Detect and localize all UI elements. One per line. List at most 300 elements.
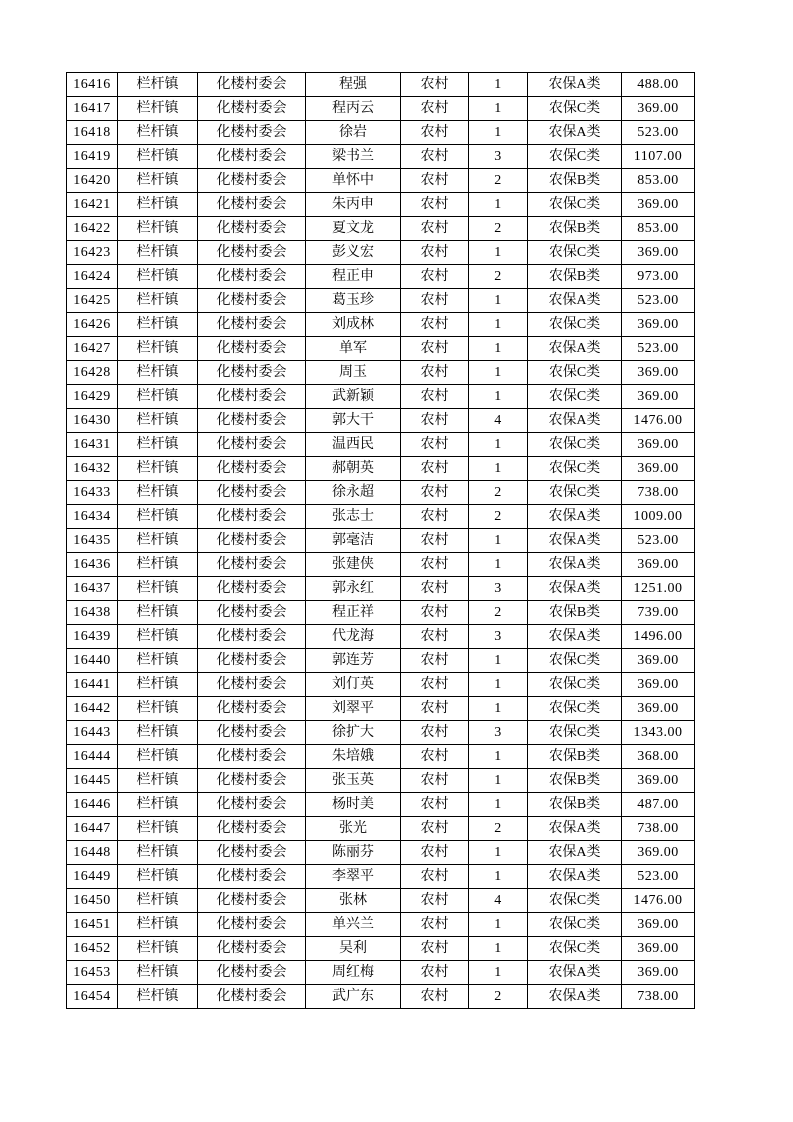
cell-record-number: 16432 xyxy=(67,457,118,481)
cell-person-count: 1 xyxy=(469,841,528,865)
cell-person-name: 徐岩 xyxy=(306,121,401,145)
cell-town-name: 栏杆镇 xyxy=(118,649,198,673)
cell-residence-type: 农村 xyxy=(401,985,469,1009)
cell-amount: 523.00 xyxy=(622,337,695,361)
cell-record-number: 16417 xyxy=(67,97,118,121)
cell-record-number: 16440 xyxy=(67,649,118,673)
table-row xyxy=(67,673,695,697)
cell-residence-type: 农村 xyxy=(401,577,469,601)
cell-person-count: 4 xyxy=(469,409,528,433)
cell-insurance-category: 农保A类 xyxy=(528,553,622,577)
cell-residence-type: 农村 xyxy=(401,625,469,649)
cell-village-committee: 化楼村委会 xyxy=(198,817,306,841)
cell-record-number: 16442 xyxy=(67,697,118,721)
cell-village-committee: 化楼村委会 xyxy=(198,145,306,169)
cell-village-committee: 化楼村委会 xyxy=(198,721,306,745)
cell-person-name: 葛玉珍 xyxy=(306,289,401,313)
cell-person-count: 1 xyxy=(469,289,528,313)
cell-person-name: 程正申 xyxy=(306,265,401,289)
cell-amount: 1107.00 xyxy=(622,145,695,169)
cell-person-count: 1 xyxy=(469,385,528,409)
cell-person-name: 张林 xyxy=(306,889,401,913)
cell-person-count: 1 xyxy=(469,97,528,121)
table-row xyxy=(67,865,695,889)
cell-residence-type: 农村 xyxy=(401,121,469,145)
cell-person-name: 郭连芳 xyxy=(306,649,401,673)
cell-person-name: 朱培娥 xyxy=(306,745,401,769)
cell-town-name: 栏杆镇 xyxy=(118,289,198,313)
cell-insurance-category: 农保A类 xyxy=(528,73,622,97)
cell-town-name: 栏杆镇 xyxy=(118,265,198,289)
cell-person-count: 1 xyxy=(469,553,528,577)
cell-residence-type: 农村 xyxy=(401,193,469,217)
table-row xyxy=(67,481,695,505)
table-row xyxy=(67,841,695,865)
cell-village-committee: 化楼村委会 xyxy=(198,313,306,337)
cell-amount: 369.00 xyxy=(622,313,695,337)
cell-person-count: 1 xyxy=(469,937,528,961)
cell-record-number: 16420 xyxy=(67,169,118,193)
cell-person-count: 2 xyxy=(469,601,528,625)
cell-amount: 738.00 xyxy=(622,985,695,1009)
cell-amount: 523.00 xyxy=(622,529,695,553)
cell-village-committee: 化楼村委会 xyxy=(198,601,306,625)
cell-amount: 369.00 xyxy=(622,553,695,577)
cell-record-number: 16445 xyxy=(67,769,118,793)
cell-insurance-category: 农保C类 xyxy=(528,937,622,961)
table-row xyxy=(67,913,695,937)
cell-record-number: 16435 xyxy=(67,529,118,553)
table-row xyxy=(67,985,695,1009)
cell-amount: 369.00 xyxy=(622,385,695,409)
cell-person-count: 1 xyxy=(469,73,528,97)
cell-person-count: 1 xyxy=(469,361,528,385)
cell-residence-type: 农村 xyxy=(401,673,469,697)
table-row xyxy=(67,385,695,409)
cell-person-count: 2 xyxy=(469,481,528,505)
cell-record-number: 16439 xyxy=(67,625,118,649)
cell-amount: 738.00 xyxy=(622,817,695,841)
cell-amount: 1496.00 xyxy=(622,625,695,649)
cell-residence-type: 农村 xyxy=(401,97,469,121)
cell-person-name: 周玉 xyxy=(306,361,401,385)
cell-village-committee: 化楼村委会 xyxy=(198,841,306,865)
cell-insurance-category: 农保A类 xyxy=(528,577,622,601)
cell-village-committee: 化楼村委会 xyxy=(198,121,306,145)
cell-person-count: 2 xyxy=(469,217,528,241)
cell-residence-type: 农村 xyxy=(401,649,469,673)
cell-person-name: 张志士 xyxy=(306,505,401,529)
cell-person-name: 彭义宏 xyxy=(306,241,401,265)
table-row xyxy=(67,721,695,745)
cell-insurance-category: 农保A类 xyxy=(528,865,622,889)
cell-person-name: 李翠平 xyxy=(306,865,401,889)
cell-amount: 738.00 xyxy=(622,481,695,505)
cell-record-number: 16436 xyxy=(67,553,118,577)
cell-village-committee: 化楼村委会 xyxy=(198,793,306,817)
cell-person-count: 1 xyxy=(469,337,528,361)
cell-residence-type: 农村 xyxy=(401,481,469,505)
cell-record-number: 16449 xyxy=(67,865,118,889)
cell-record-number: 16419 xyxy=(67,145,118,169)
cell-record-number: 16425 xyxy=(67,289,118,313)
cell-town-name: 栏杆镇 xyxy=(118,529,198,553)
cell-insurance-category: 农保B类 xyxy=(528,769,622,793)
cell-record-number: 16433 xyxy=(67,481,118,505)
cell-person-name: 武广东 xyxy=(306,985,401,1009)
cell-record-number: 16422 xyxy=(67,217,118,241)
cell-amount: 488.00 xyxy=(622,73,695,97)
cell-village-committee: 化楼村委会 xyxy=(198,241,306,265)
cell-insurance-category: 农保A类 xyxy=(528,817,622,841)
cell-residence-type: 农村 xyxy=(401,601,469,625)
cell-residence-type: 农村 xyxy=(401,505,469,529)
cell-village-committee: 化楼村委会 xyxy=(198,937,306,961)
cell-village-committee: 化楼村委会 xyxy=(198,481,306,505)
cell-residence-type: 农村 xyxy=(401,337,469,361)
cell-town-name: 栏杆镇 xyxy=(118,601,198,625)
table-row xyxy=(67,433,695,457)
cell-town-name: 栏杆镇 xyxy=(118,889,198,913)
cell-insurance-category: 农保A类 xyxy=(528,121,622,145)
cell-insurance-category: 农保C类 xyxy=(528,697,622,721)
cell-town-name: 栏杆镇 xyxy=(118,361,198,385)
cell-record-number: 16454 xyxy=(67,985,118,1009)
cell-village-committee: 化楼村委会 xyxy=(198,553,306,577)
cell-insurance-category: 农保C类 xyxy=(528,913,622,937)
cell-person-name: 周红梅 xyxy=(306,961,401,985)
cell-person-name: 郭毫洁 xyxy=(306,529,401,553)
cell-person-count: 2 xyxy=(469,169,528,193)
cell-town-name: 栏杆镇 xyxy=(118,313,198,337)
cell-amount: 523.00 xyxy=(622,121,695,145)
cell-town-name: 栏杆镇 xyxy=(118,841,198,865)
cell-person-count: 1 xyxy=(469,865,528,889)
table-row xyxy=(67,697,695,721)
cell-residence-type: 农村 xyxy=(401,913,469,937)
cell-town-name: 栏杆镇 xyxy=(118,793,198,817)
cell-amount: 369.00 xyxy=(622,241,695,265)
table-row xyxy=(67,961,695,985)
cell-insurance-category: 农保C类 xyxy=(528,97,622,121)
cell-amount: 487.00 xyxy=(622,793,695,817)
cell-person-count: 1 xyxy=(469,457,528,481)
cell-person-count: 1 xyxy=(469,793,528,817)
cell-amount: 1343.00 xyxy=(622,721,695,745)
cell-person-name: 夏文龙 xyxy=(306,217,401,241)
cell-person-count: 1 xyxy=(469,745,528,769)
cell-insurance-category: 农保C类 xyxy=(528,481,622,505)
cell-amount: 1476.00 xyxy=(622,409,695,433)
cell-record-number: 16447 xyxy=(67,817,118,841)
cell-person-name: 程正祥 xyxy=(306,601,401,625)
cell-residence-type: 农村 xyxy=(401,553,469,577)
cell-person-name: 朱丙申 xyxy=(306,193,401,217)
table-row xyxy=(67,73,695,97)
cell-village-committee: 化楼村委会 xyxy=(198,505,306,529)
cell-person-name: 代龙海 xyxy=(306,625,401,649)
table-row xyxy=(67,169,695,193)
cell-insurance-category: 农保B类 xyxy=(528,217,622,241)
cell-person-name: 杨时美 xyxy=(306,793,401,817)
cell-record-number: 16429 xyxy=(67,385,118,409)
cell-person-count: 3 xyxy=(469,625,528,649)
cell-record-number: 16452 xyxy=(67,937,118,961)
cell-person-name: 刘仃英 xyxy=(306,673,401,697)
table-row xyxy=(67,217,695,241)
cell-town-name: 栏杆镇 xyxy=(118,961,198,985)
cell-record-number: 16443 xyxy=(67,721,118,745)
cell-insurance-category: 农保A类 xyxy=(528,985,622,1009)
cell-insurance-category: 农保A类 xyxy=(528,961,622,985)
cell-person-count: 1 xyxy=(469,697,528,721)
cell-record-number: 16448 xyxy=(67,841,118,865)
cell-person-count: 1 xyxy=(469,529,528,553)
table-row xyxy=(67,409,695,433)
cell-person-name: 刘翠平 xyxy=(306,697,401,721)
cell-residence-type: 农村 xyxy=(401,841,469,865)
cell-person-name: 梁书兰 xyxy=(306,145,401,169)
cell-amount: 369.00 xyxy=(622,769,695,793)
cell-town-name: 栏杆镇 xyxy=(118,169,198,193)
cell-residence-type: 农村 xyxy=(401,793,469,817)
cell-person-name: 单兴兰 xyxy=(306,913,401,937)
cell-residence-type: 农村 xyxy=(401,889,469,913)
cell-town-name: 栏杆镇 xyxy=(118,553,198,577)
cell-village-committee: 化楼村委会 xyxy=(198,217,306,241)
cell-village-committee: 化楼村委会 xyxy=(198,265,306,289)
cell-town-name: 栏杆镇 xyxy=(118,481,198,505)
cell-insurance-category: 农保A类 xyxy=(528,841,622,865)
cell-village-committee: 化楼村委会 xyxy=(198,697,306,721)
cell-person-count: 1 xyxy=(469,433,528,457)
cell-insurance-category: 农保B类 xyxy=(528,169,622,193)
cell-record-number: 16418 xyxy=(67,121,118,145)
table-row xyxy=(67,457,695,481)
cell-town-name: 栏杆镇 xyxy=(118,865,198,889)
cell-amount: 368.00 xyxy=(622,745,695,769)
cell-residence-type: 农村 xyxy=(401,865,469,889)
cell-village-committee: 化楼村委会 xyxy=(198,73,306,97)
table-row xyxy=(67,313,695,337)
cell-person-name: 张光 xyxy=(306,817,401,841)
cell-person-name: 单怀中 xyxy=(306,169,401,193)
cell-person-count: 1 xyxy=(469,313,528,337)
cell-person-count: 1 xyxy=(469,769,528,793)
cell-village-committee: 化楼村委会 xyxy=(198,961,306,985)
cell-insurance-category: 农保A类 xyxy=(528,625,622,649)
cell-amount: 369.00 xyxy=(622,97,695,121)
cell-person-name: 徐扩大 xyxy=(306,721,401,745)
cell-record-number: 16426 xyxy=(67,313,118,337)
cell-record-number: 16437 xyxy=(67,577,118,601)
cell-town-name: 栏杆镇 xyxy=(118,697,198,721)
table-row xyxy=(67,769,695,793)
cell-amount: 369.00 xyxy=(622,937,695,961)
table-row xyxy=(67,289,695,313)
cell-residence-type: 农村 xyxy=(401,433,469,457)
cell-village-committee: 化楼村委会 xyxy=(198,673,306,697)
cell-town-name: 栏杆镇 xyxy=(118,409,198,433)
cell-residence-type: 农村 xyxy=(401,529,469,553)
table-row xyxy=(67,193,695,217)
cell-person-name: 张建侠 xyxy=(306,553,401,577)
cell-residence-type: 农村 xyxy=(401,817,469,841)
cell-town-name: 栏杆镇 xyxy=(118,217,198,241)
table-row xyxy=(67,937,695,961)
cell-town-name: 栏杆镇 xyxy=(118,457,198,481)
cell-village-committee: 化楼村委会 xyxy=(198,361,306,385)
cell-person-name: 程丙云 xyxy=(306,97,401,121)
cell-person-name: 张玉英 xyxy=(306,769,401,793)
cell-town-name: 栏杆镇 xyxy=(118,145,198,169)
table-row xyxy=(67,505,695,529)
table-row xyxy=(67,145,695,169)
cell-insurance-category: 农保B类 xyxy=(528,745,622,769)
cell-residence-type: 农村 xyxy=(401,745,469,769)
cell-person-name: 郭大干 xyxy=(306,409,401,433)
cell-residence-type: 农村 xyxy=(401,145,469,169)
cell-record-number: 16427 xyxy=(67,337,118,361)
table-row xyxy=(67,889,695,913)
cell-amount: 853.00 xyxy=(622,217,695,241)
cell-town-name: 栏杆镇 xyxy=(118,721,198,745)
cell-person-name: 温西民 xyxy=(306,433,401,457)
cell-amount: 369.00 xyxy=(622,673,695,697)
cell-residence-type: 农村 xyxy=(401,169,469,193)
cell-record-number: 16423 xyxy=(67,241,118,265)
cell-town-name: 栏杆镇 xyxy=(118,193,198,217)
cell-person-count: 1 xyxy=(469,961,528,985)
cell-amount: 369.00 xyxy=(622,361,695,385)
cell-person-name: 单军 xyxy=(306,337,401,361)
table-row xyxy=(67,121,695,145)
cell-residence-type: 农村 xyxy=(401,361,469,385)
cell-person-name: 程强 xyxy=(306,73,401,97)
cell-residence-type: 农村 xyxy=(401,769,469,793)
cell-town-name: 栏杆镇 xyxy=(118,433,198,457)
cell-amount: 523.00 xyxy=(622,865,695,889)
cell-village-committee: 化楼村委会 xyxy=(198,889,306,913)
cell-village-committee: 化楼村委会 xyxy=(198,529,306,553)
cell-record-number: 16453 xyxy=(67,961,118,985)
cell-amount: 369.00 xyxy=(622,193,695,217)
cell-town-name: 栏杆镇 xyxy=(118,985,198,1009)
cell-amount: 369.00 xyxy=(622,961,695,985)
cell-insurance-category: 农保B类 xyxy=(528,265,622,289)
cell-insurance-category: 农保B类 xyxy=(528,793,622,817)
cell-amount: 1476.00 xyxy=(622,889,695,913)
cell-village-committee: 化楼村委会 xyxy=(198,745,306,769)
cell-village-committee: 化楼村委会 xyxy=(198,649,306,673)
cell-amount: 369.00 xyxy=(622,433,695,457)
cell-insurance-category: 农保C类 xyxy=(528,889,622,913)
cell-amount: 1251.00 xyxy=(622,577,695,601)
cell-residence-type: 农村 xyxy=(401,241,469,265)
table-row xyxy=(67,337,695,361)
cell-amount: 369.00 xyxy=(622,841,695,865)
table-row xyxy=(67,649,695,673)
cell-person-name: 刘成林 xyxy=(306,313,401,337)
cell-village-committee: 化楼村委会 xyxy=(198,625,306,649)
table-row xyxy=(67,793,695,817)
cell-amount: 853.00 xyxy=(622,169,695,193)
table-row xyxy=(67,817,695,841)
cell-insurance-category: 农保A类 xyxy=(528,289,622,313)
cell-person-count: 3 xyxy=(469,577,528,601)
cell-village-committee: 化楼村委会 xyxy=(198,457,306,481)
cell-town-name: 栏杆镇 xyxy=(118,913,198,937)
cell-town-name: 栏杆镇 xyxy=(118,673,198,697)
cell-town-name: 栏杆镇 xyxy=(118,817,198,841)
table-row xyxy=(67,553,695,577)
cell-person-count: 1 xyxy=(469,673,528,697)
cell-person-name: 武新颖 xyxy=(306,385,401,409)
cell-insurance-category: 农保C类 xyxy=(528,457,622,481)
cell-record-number: 16451 xyxy=(67,913,118,937)
table-row xyxy=(67,625,695,649)
cell-insurance-category: 农保A类 xyxy=(528,505,622,529)
table-row xyxy=(67,529,695,553)
cell-person-count: 1 xyxy=(469,241,528,265)
cell-insurance-category: 农保C类 xyxy=(528,673,622,697)
cell-town-name: 栏杆镇 xyxy=(118,745,198,769)
cell-residence-type: 农村 xyxy=(401,385,469,409)
table-row xyxy=(67,361,695,385)
cell-person-name: 郝朝英 xyxy=(306,457,401,481)
cell-insurance-category: 农保C类 xyxy=(528,649,622,673)
cell-amount: 523.00 xyxy=(622,289,695,313)
table-row xyxy=(67,745,695,769)
cell-residence-type: 农村 xyxy=(401,721,469,745)
cell-record-number: 16441 xyxy=(67,673,118,697)
cell-residence-type: 农村 xyxy=(401,697,469,721)
cell-insurance-category: 农保C类 xyxy=(528,361,622,385)
cell-person-name: 吴利 xyxy=(306,937,401,961)
cell-record-number: 16421 xyxy=(67,193,118,217)
cell-village-committee: 化楼村委会 xyxy=(198,577,306,601)
cell-insurance-category: 农保C类 xyxy=(528,313,622,337)
cell-insurance-category: 农保C类 xyxy=(528,241,622,265)
cell-village-committee: 化楼村委会 xyxy=(198,409,306,433)
cell-insurance-category: 农保C类 xyxy=(528,721,622,745)
cell-amount: 369.00 xyxy=(622,649,695,673)
cell-person-count: 2 xyxy=(469,265,528,289)
cell-person-count: 2 xyxy=(469,985,528,1009)
cell-village-committee: 化楼村委会 xyxy=(198,433,306,457)
cell-village-committee: 化楼村委会 xyxy=(198,193,306,217)
table-row xyxy=(67,577,695,601)
cell-person-name: 徐永超 xyxy=(306,481,401,505)
cell-residence-type: 农村 xyxy=(401,217,469,241)
cell-town-name: 栏杆镇 xyxy=(118,241,198,265)
cell-residence-type: 农村 xyxy=(401,937,469,961)
table-row xyxy=(67,601,695,625)
cell-person-name: 郭永红 xyxy=(306,577,401,601)
cell-village-committee: 化楼村委会 xyxy=(198,169,306,193)
table-row xyxy=(67,97,695,121)
cell-residence-type: 农村 xyxy=(401,313,469,337)
cell-person-count: 1 xyxy=(469,913,528,937)
cell-town-name: 栏杆镇 xyxy=(118,505,198,529)
cell-insurance-category: 农保C类 xyxy=(528,193,622,217)
cell-insurance-category: 农保B类 xyxy=(528,601,622,625)
cell-person-count: 2 xyxy=(469,505,528,529)
cell-town-name: 栏杆镇 xyxy=(118,625,198,649)
cell-residence-type: 农村 xyxy=(401,265,469,289)
cell-village-committee: 化楼村委会 xyxy=(198,913,306,937)
cell-insurance-category: 农保A类 xyxy=(528,409,622,433)
